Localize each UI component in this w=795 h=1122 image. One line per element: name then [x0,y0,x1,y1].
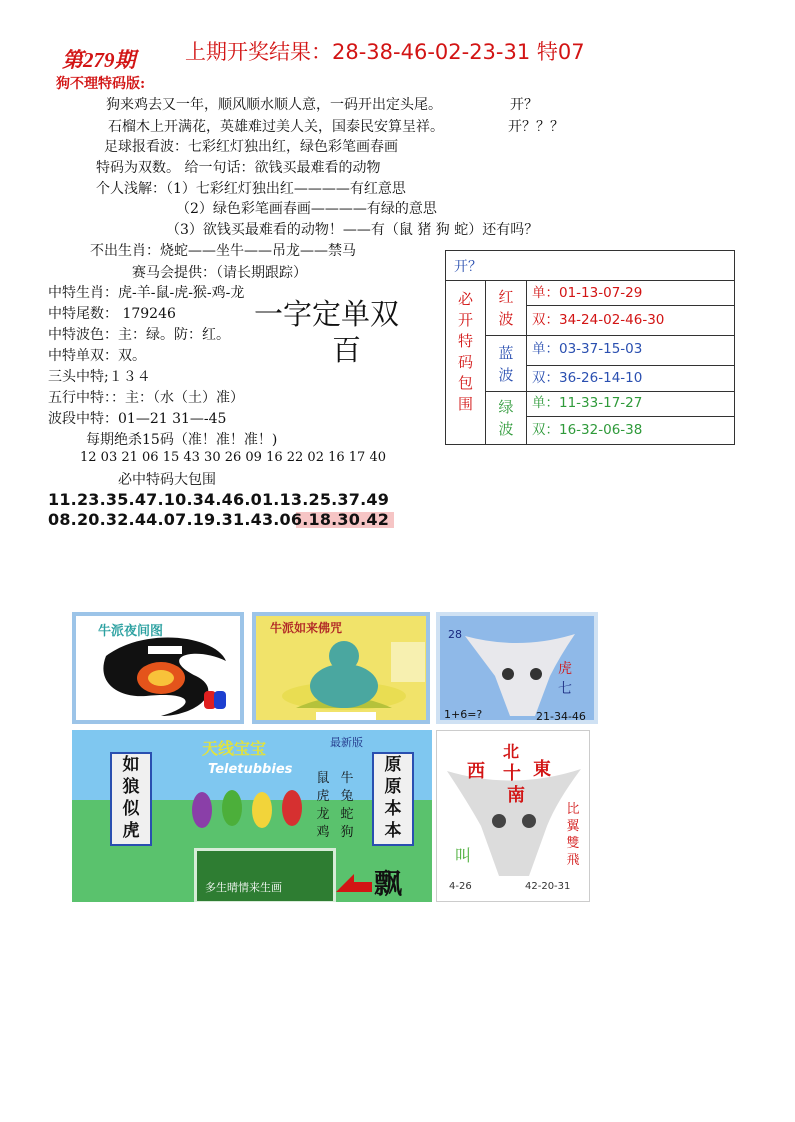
panel-flame-title: 牛派夜间图 [98,624,164,639]
skull-label-range: 21-34-46 [536,710,586,723]
skull-label-tiger: 虎 [558,661,572,677]
interpretation-3: （3）欲钱买最难看的动物！——有（鼠 猪 狗 蛇）还有吗？ [166,222,539,238]
compass-ten: 十 [503,763,521,784]
tele-left-column: 如 狼 似 虎 [110,752,152,846]
wave-odd-row: 单：01-13-07-29 [526,281,734,306]
skull-label-sum: 1+6=? [444,708,483,721]
wave-group-name: 蓝 波 [486,336,527,391]
panel-compass [436,730,590,902]
side-char: 包 [457,374,473,392]
football-hint: 足球报看波：七彩红灯独出红，绿色彩笔画春画 [104,139,398,155]
wave-group-blue [486,336,734,392]
prediction-color: 中特波色：主：绿。防：红。 [48,327,230,343]
special-parity-hint: 特码为双数。 给一句话：欲钱买最难看的动物 [96,160,381,176]
prediction-zodiac: 中特生肖：虎-羊-鼠-虎-猴-鸡-龙 [48,285,245,301]
compass-bottom-left: 4-26 [449,881,472,892]
tele-glyph: 飘 [374,867,403,900]
side-char: 必 [457,290,473,308]
prediction-segment: 波段中特：01—21 31—-45 [48,411,227,427]
issue-number: 第279期 [62,48,136,72]
tele-mid-column: 鼠 虎 龙 鸡 [316,771,330,840]
wave-table [445,250,735,445]
slogan-line-1: 一字定单双 [254,297,400,331]
prediction-oddeven: 中特单双：双。 [48,348,146,364]
compass-bottom-right: 42-20-31 [525,881,571,892]
bundle-title: 必中特码大包围 [118,472,216,488]
compass-south: 南 [507,785,525,806]
wave-group-red [486,281,734,336]
interpretation-1: 个人浅解：（1）七彩红灯独出红————有红意思 [96,181,406,197]
panel-buddha [252,612,430,724]
excluded-zodiac: 不出生肖：烧蛇——坐牛——吊龙——禁马 [90,243,356,259]
side-char: 特 [457,332,473,350]
kill-numbers: 12 03 21 06 15 43 30 26 09 16 22 02 16 17 40 [80,450,386,465]
compass-north: 北 [503,742,520,761]
side-char: 码 [457,353,473,371]
tele-mid-column-2: 牛 兔 蛇 狗 [340,771,354,840]
poem-line-2: 石榴木上开满花，英雄难过美人关，国泰民安算呈祥。 [108,119,444,135]
arrow-icon [334,870,374,900]
edition-label: 狗不理特码版: [56,76,146,92]
buddha-icon [256,616,430,724]
panel-teletubbies [72,730,432,902]
wave-group-name: 绿 波 [486,392,527,444]
poem-line-1-tail: 开？ [510,97,538,113]
wave-table-side-label [446,281,486,444]
wave-even-row: 双：16-32-06-38 [532,422,643,438]
tele-badge: 最新版 [330,736,363,749]
flame-swirl-icon [76,616,244,724]
side-char: 围 [457,395,473,413]
tele-logo: Teletubbies [208,762,293,777]
bundle-row-1: 11.23.35.47.10.34.46.01.13.25.37.49 [48,490,390,509]
last-draw-result: 上期开奖结果：28-38-46-02-23-31 特07 [185,40,585,64]
wave-group-name: 红 波 [486,281,527,335]
compass-east: 東 [533,759,551,780]
wave-odd-row: 单：03-37-15-03 [526,336,734,366]
poem-line-1: 狗来鸡去又一年，顺风顺水顺人意，一码开出定头尾。 [106,97,442,113]
wave-table-head: 开？ [446,251,734,281]
slogan-line-2: 百 [332,333,362,367]
kill-title: 每期绝杀15码（准！准！准！) [86,432,278,448]
interpretation-2: （2）绿色彩笔画春画————有绿的意思 [176,201,437,217]
wave-even-row: 双：36-26-14-10 [532,370,643,386]
provider-note: 赛马会提供：（请长期跟踪） [132,265,307,281]
compass-char: 叫 [455,846,472,865]
tele-right-column: 原 原 本 本 [372,752,414,846]
compass-side-text: 比 翼 雙 飛 [566,802,580,868]
wave-group-green [486,392,734,444]
tele-board [194,848,336,902]
panel-skull [436,612,598,724]
prediction-head: 三头中特;１３４ [48,369,151,385]
side-char: 开 [457,311,473,329]
tele-title: 天线宝宝 [202,739,267,758]
skull-label-num: 28 [448,628,462,641]
compass-west: 西 [467,761,485,782]
skull-label-seven: 七 [558,681,572,697]
panel-buddha-title: 牛派如来佛咒 [270,621,343,635]
poem-line-2-tail: 开？？？ [508,119,564,135]
wave-odd-row: 单：11-33-17-27 [526,392,734,417]
tele-board-text: 多生晴情来生画 [205,881,282,894]
wave-even-row: 双：34-24-02-46-30 [532,312,665,328]
panel-flame [72,612,244,724]
bundle-row-2: 08.20.32.44.07.19.31.43.06.18.30.42 [48,510,390,529]
prediction-tail: 中特尾数： 179246 [48,306,176,322]
prediction-element: 五行中特：：主：（水（土）准） [48,390,244,406]
